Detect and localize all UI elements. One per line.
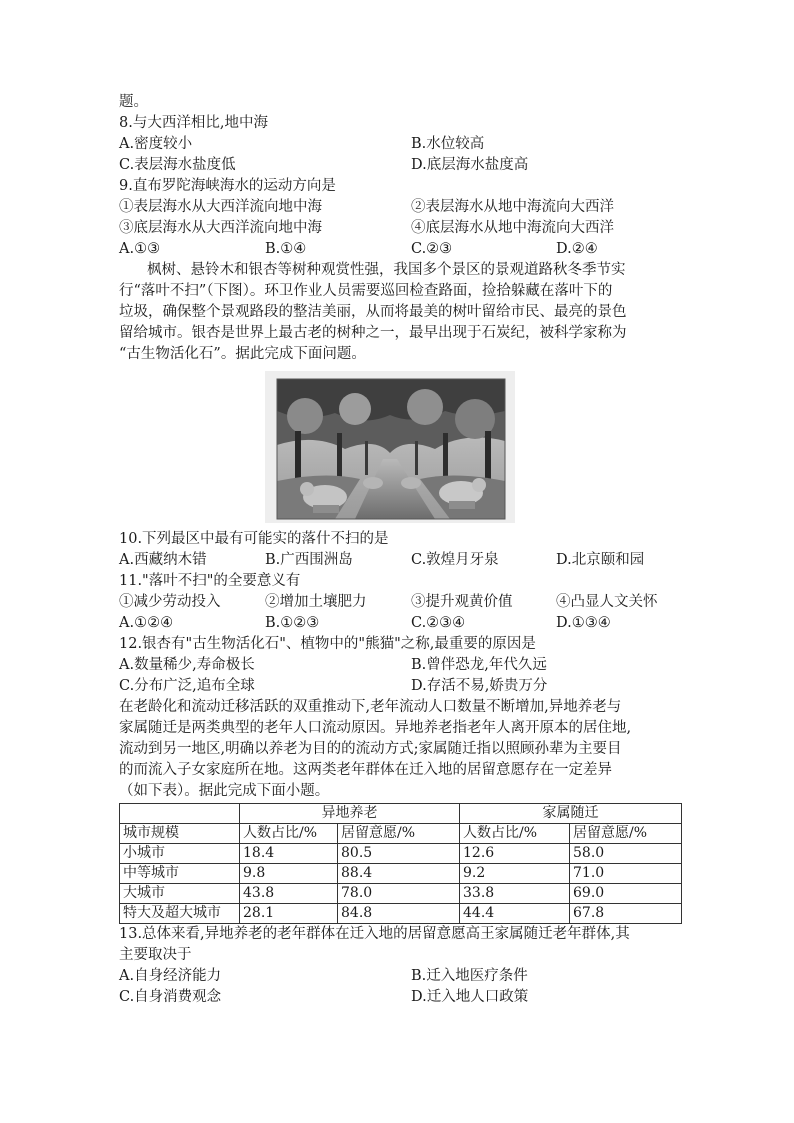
question-13-row-2 (119, 987, 689, 1008)
passage-1-line: 垃圾，确保整个景观路段的整洁美丽，从而将最美的树叶留给市民、最亮的景色 (119, 304, 627, 320)
option-c: C.②③ (411, 241, 453, 257)
option-c: C.敦煌月牙泉 (411, 552, 499, 568)
table-cell: 特大及超大城市 (120, 904, 240, 924)
question-12-row-1 (119, 655, 689, 676)
option-b: B.广西围洲岛 (265, 552, 353, 568)
table-cell: 大城市 (120, 884, 240, 904)
exam-page (119, 92, 689, 1008)
table-cell: 小城市 (120, 844, 240, 864)
table-header-group (120, 804, 682, 824)
option-a: A.数量稀少,寿命极长 (119, 657, 255, 673)
table-cell: 84.8 (338, 904, 460, 924)
question-13-stem-cont: 主要取决于 (119, 947, 192, 963)
ginkgo-road-photo (265, 371, 515, 523)
item-4: ④凸显人文关怀 (556, 594, 658, 610)
table-cell: 12.6 (460, 844, 570, 864)
table-cell: 80.5 (338, 844, 460, 864)
table-cell: 9.2 (460, 864, 570, 884)
passage-2-line: 流动到另一地区,明确以养老为目的的流动方式;家属随迁指以照顾孙辈为主要目 (119, 741, 622, 757)
table-cell: 69.0 (570, 884, 682, 904)
column-header: 人数占比/% (460, 824, 570, 844)
question-12-row-2 (119, 676, 689, 697)
passage-2-line: 家属随迁是两类典型的老年人口流动原因。异地养老指老年人离开原本的居住地, (119, 720, 632, 736)
option-c: C.自身消费观念 (119, 989, 222, 1005)
migration-table (119, 803, 682, 924)
option-a: A.①②④ (119, 615, 174, 631)
option-d: D.①③④ (556, 615, 611, 631)
option-b: B.曾伴恐龙,年代久远 (411, 657, 547, 673)
table-cell: 33.8 (460, 884, 570, 904)
option-d: D.北京颐和园 (556, 552, 645, 568)
option-b: B.①②③ (265, 615, 320, 631)
table-cell: 71.0 (570, 864, 682, 884)
column-header: 居留意愿/% (338, 824, 460, 844)
question-8-row-2 (119, 155, 689, 176)
option-b: B.迁入地医疗条件 (411, 968, 528, 984)
option-c: C.分布广泛,追布全球 (119, 678, 255, 694)
question-13-stem: 13.总体来看,异地养老的老年群体在迁入地的居留意愿高王家属随迁老年群体,其 (119, 926, 630, 942)
table-row (120, 904, 682, 924)
text-line: 题。 (119, 94, 148, 110)
option-c: C.②③④ (411, 615, 466, 631)
option-d: D.②④ (556, 241, 598, 257)
column-header: 人数占比/% (240, 824, 338, 844)
table-corner (120, 804, 240, 824)
option-d: D.存活不易,娇贵万分 (411, 678, 548, 694)
item-1: ①减少劳动投入 (119, 594, 221, 610)
item-2: ②表层海水从地中海流向大西洋 (411, 199, 614, 215)
table-row (120, 884, 682, 904)
table-cell: 88.4 (338, 864, 460, 884)
table-row (120, 844, 682, 864)
table-cell: 44.4 (460, 904, 570, 924)
question-9-items-1 (119, 197, 689, 218)
option-c: C.表层海水盐度低 (119, 157, 236, 173)
option-a: A.密度较小 (119, 136, 193, 152)
question-12-stem: 12.银杏有"古生物活化石"、植物中的"熊猫"之称,最重要的原因是 (119, 636, 536, 652)
option-a: A.①③ (119, 241, 161, 257)
question-9-options (119, 239, 689, 260)
question-11-options (119, 613, 689, 634)
passage-1-line: “古生物活化石”。据此完成下面问题。 (119, 346, 366, 362)
item-3: ③底层海水从大西洋流向地中海 (119, 220, 322, 236)
question-8-row-1 (119, 134, 689, 155)
question-10-stem: 10.下列最区中最有可能实的落什不扫的是 (119, 531, 389, 547)
option-a: A.西藏纳木错 (119, 552, 207, 568)
question-11-stem: 11."落叶不扫"的全要意义有 (119, 573, 301, 589)
table-cell: 28.1 (240, 904, 338, 924)
item-1: ①表层海水从大西洋流向地中海 (119, 199, 322, 215)
group-header: 异地养老 (240, 804, 460, 824)
table-cell: 58.0 (570, 844, 682, 864)
table-row (120, 864, 682, 884)
option-a: A.自身经济能力 (119, 968, 222, 984)
table-header-row (120, 824, 682, 844)
option-b: B.水位较高 (411, 136, 485, 152)
option-d: D.迁入地人口政策 (411, 989, 529, 1005)
table-cell: 43.8 (240, 884, 338, 904)
question-9-stem: 9.直布罗陀海峡海水的运动方向是 (119, 178, 336, 194)
photo-image (265, 371, 515, 523)
table-cell: 67.8 (570, 904, 682, 924)
table-cell: 中等城市 (120, 864, 240, 884)
column-header: 居留意愿/% (570, 824, 682, 844)
question-8-stem: 8.与大西洋相比,地中海 (119, 115, 268, 131)
question-10-options (119, 550, 689, 571)
group-header: 家属随迁 (460, 804, 682, 824)
passage-2-line: （如下表）。据此完成下面小题。 (119, 783, 330, 799)
question-11-items (119, 592, 689, 613)
column-header: 城市规模 (120, 824, 240, 844)
item-4: ④底层海水从地中海流向大西洋 (411, 220, 614, 236)
item-2: ②增加土壤肥力 (265, 594, 367, 610)
option-d: D.底层海水盐度高 (411, 157, 529, 173)
table-cell: 18.4 (240, 844, 338, 864)
question-9-items-2 (119, 218, 689, 239)
passage-1-line: 行“落叶不扫”（下图）。环卫作业人员需要巡回检查路面，捡拾躲藏在落叶下的 (119, 283, 613, 299)
passage-2-line: 的而流入子女家庭所在地。这两类老年群体在迁入地的居留意愿存在一定差异 (119, 762, 612, 778)
table-cell: 9.8 (240, 864, 338, 884)
passage-1-line: 枫树、悬铃木和银杏等树种观赏性强，我国多个景区的景观道路秋冬季节实 (147, 262, 626, 278)
item-3: ③提升观黄价值 (411, 594, 513, 610)
table-cell: 78.0 (338, 884, 460, 904)
question-13-row-1 (119, 966, 689, 987)
passage-2-line: 在老龄化和流动迁移活跃的双重推动下,老年流动人口数量不断增加,异地养老与 (119, 699, 622, 715)
passage-1-line: 留给城市。银杏是世界上最古老的树种之一，最早出现于石炭纪，被科学家称为 (119, 325, 627, 341)
option-b: B.①④ (265, 241, 307, 257)
